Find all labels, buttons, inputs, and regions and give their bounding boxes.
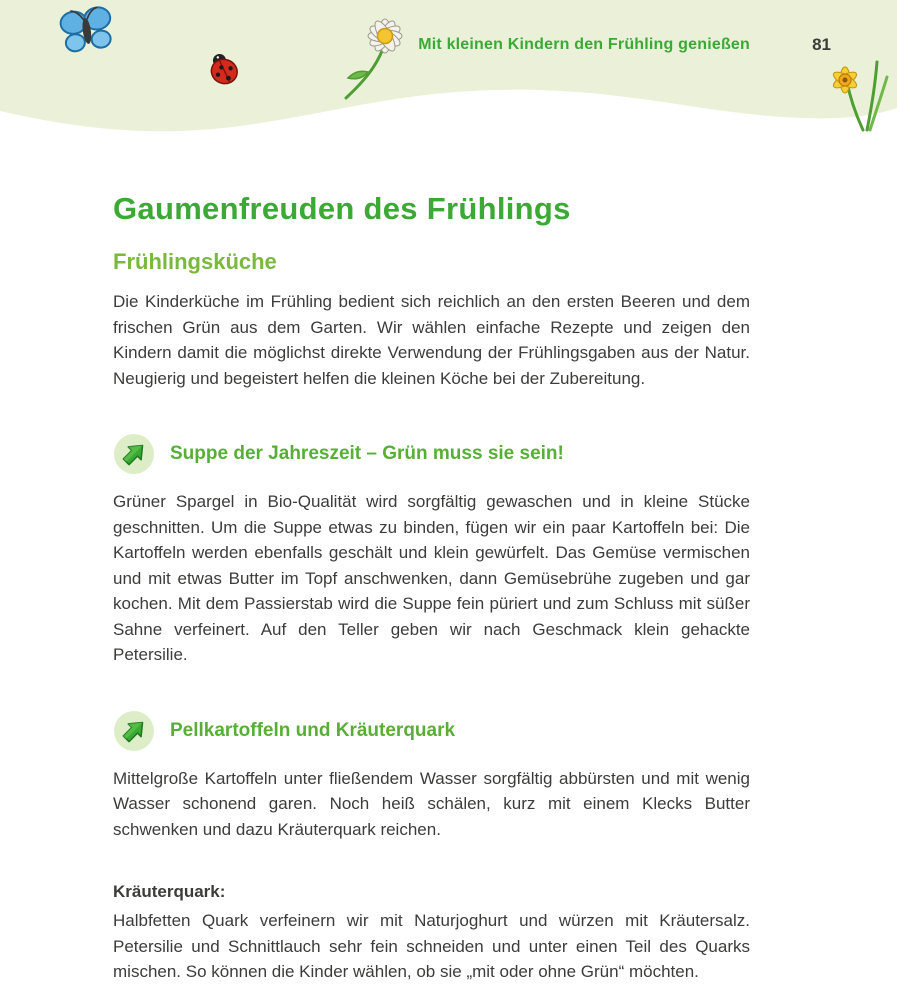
ladybug-icon [203, 50, 243, 93]
recipe-section-soup [113, 433, 750, 668]
section-heading: Suppe der Jahreszeit – Grün muss sie sein! [170, 443, 564, 464]
arrow-sprout-icon [113, 433, 155, 475]
section-heading: Pellkartoffeln und Kräuterquark [170, 719, 456, 741]
section-subtitle: Frühlingsküche [113, 249, 277, 274]
page-header [0, 0, 897, 145]
page-content [113, 191, 750, 985]
page-title: Gaumenfreuden des Frühlings [113, 191, 571, 226]
daffodil-icon [817, 52, 895, 137]
header-wave-background [0, 0, 897, 145]
recipe-section-potatoes [113, 710, 750, 843]
arrow-sprout-icon [113, 710, 155, 752]
running-header-title: Mit kleinen Kindern den Frühling genießen [418, 36, 750, 53]
section-heading-row [113, 710, 750, 752]
kraeuterquark-block [113, 882, 750, 985]
intro-paragraph: Die Kinderküche im Frühling bedient sich reichlich an den ersten Beeren und dem frischen Grün aus dem Garten. Wir wählen einfache Rezepte und zeigen den Kindern damit die möglichst direkte Verwendung der Frühlingsgaben aus der Natur. Neugierig und begeistert helfen die kleinen Köche bei der Zubereitung. [113, 292, 750, 388]
butterfly-icon [58, 6, 116, 63]
daisy-icon [338, 8, 416, 108]
page-number: 81 [812, 35, 831, 54]
sub-heading: Kräuterquark: [113, 882, 226, 901]
sub-paragraph: Halbfetten Quark verfeinern wir mit Naturjoghurt und würzen mit Kräutersalz. Petersilie und Schnittlauch sehr fein schneiden und unter einen Teil des Quarks mischen. So können die Kinder wählen, ob sie „mit oder ohne Grün“ möchten. [113, 911, 750, 981]
section-heading-row [113, 433, 750, 475]
section-paragraph: Mittelgroße Kartoffeln unter fließendem Wasser sorgfältig abbürsten und mit wenig Wasser schonend garen. Noch heiß schälen, kurz mit einem Klecks Butter schwenken und dazu Kräuterquark reichen. [113, 768, 750, 839]
section-paragraph: Grüner Spargel in Bio-Qualität wird sorgfältig gewaschen und in kleine Stücke geschnitten. Um die Suppe etwas zu binden, fügen wir ein paar Kartoffeln bei: Die Kartoffeln werden ebenfalls geschält und klein gewürfelt. Das Gemüse vermischen und mit etwas Butter im Topf anschwenken, dann Gemüsebrühe zugeben und gar kochen. Mit dem Passierstab wird die Suppe fein püriert und zum Schluss mit süßer Sahne verfeinert. Auf den Teller geben wir nach Geschmack klein gehackte Petersilie. [113, 492, 750, 664]
